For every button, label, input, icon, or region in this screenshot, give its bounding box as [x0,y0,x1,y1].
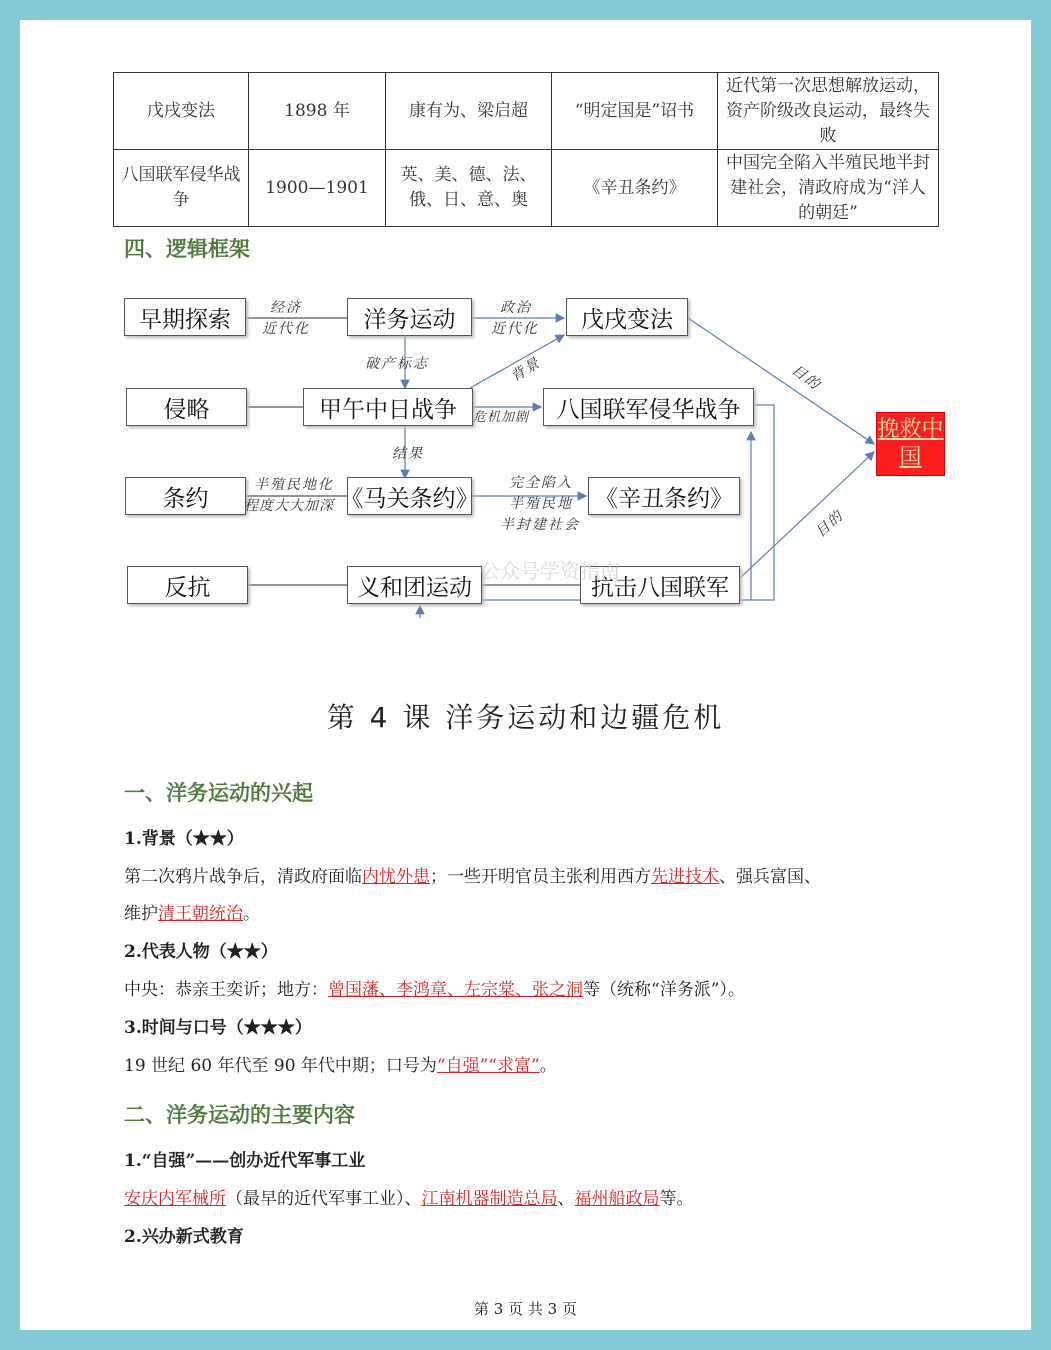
framework-heading: 四、逻辑框架 [124,237,250,261]
text-span: 、强兵富国、 [719,867,821,887]
label-semicolonial-2: 程度大大加深 [244,498,334,514]
box-eight-nation-war: 八国联军侵华战争 [543,388,754,426]
box-early-exploration: 早期探索 [124,298,246,336]
subheading-education: 2.兴办新式教育 [124,1227,244,1247]
document-page [20,20,1031,1330]
text-span: 维护 [124,904,158,924]
highlight-text: 江南机器制造总局 [421,1189,558,1209]
text-span: 第二次鸦片战争后，清政府面临 [124,867,362,887]
label-fully-into-3: 半封建社会 [500,517,580,533]
table-cell-event: 八国联军侵华战争 [114,150,249,227]
box-save-china: 挽救中国 [876,412,945,476]
box-resist-eight-nations: 抗击八国联军 [580,566,740,604]
box-invasion: 侵略 [126,388,247,426]
text-span: 等。 [659,1189,694,1209]
label-politics: 政治 [500,300,532,316]
box-jiawu-war: 甲午中日战争 [303,388,473,426]
label-bankruptcy-sign: 破产标志 [365,356,429,372]
text-span: 、 [557,1189,575,1209]
label-economy: 经济 [270,300,302,316]
page-footer: 第 3 页 共 3 页 [474,1300,577,1318]
table-cell-year: 1900—1901 [249,150,386,227]
paragraph-background-1 [124,864,821,890]
highlight-text: 内忧外患 [362,867,430,887]
highlight-text: 清王朝统治 [158,904,243,924]
text-span: 。 [539,1056,557,1076]
highlight-text: “自强”“求富” [436,1056,540,1076]
section-heading-rise: 一、洋务运动的兴起 [124,781,313,805]
lesson-title: 第 4 课 洋务运动和边疆危机 [326,701,725,734]
label-crisis-deepening: 危机加剧 [473,410,530,425]
label-modernization-econ: 近代化 [262,321,310,337]
table-cell-year: 1898 年 [249,73,386,150]
subheading-background: 1.背景（★★） [124,829,244,849]
box-treaty: 条约 [125,477,246,515]
paragraph-figures [124,977,745,1003]
label-fully-into-1: 完全陷入 [509,475,573,491]
text-span: 19 世纪 60 年代至 90 年代中期；口号为 [124,1056,437,1076]
table-cell-document: 《辛丑条约》 [552,150,718,227]
subheading-time-slogan: 3.时间与口号（★★★） [124,1018,312,1038]
label-semicolonial-1: 半殖民地化 [254,477,334,493]
subheading-self-strengthening: 1.“自强”——创办近代军事工业 [124,1151,366,1171]
label-background: 背景 [508,354,544,386]
watermark: 公众号学资指南 [480,559,620,583]
table-cell-people: 康有为、梁启超 [386,73,552,150]
table-cell-event: 戊戌变法 [114,73,249,150]
text-span: （最早的近代军事工业）、 [226,1189,422,1209]
table-cell-people: 英、美、德、法、俄、日、意、奥 [386,150,552,227]
paragraph-time-slogan [124,1053,557,1079]
section-heading-content: 二、洋务运动的主要内容 [124,1103,355,1127]
table-cell-document: “明定国是”诏书 [552,73,718,150]
box-yangwu-movement: 洋务运动 [347,298,472,336]
highlight-text: 安庆内军械所 [124,1189,226,1209]
table-cell-effect: 中国完全陷入半殖民地半封建社会，清政府成为“洋人的朝廷” [718,150,939,227]
table-cell-effect: 近代第一次思想解放运动，资产阶级改良运动，最终失败 [718,73,939,150]
highlight-text: 先进技术 [651,867,719,887]
box-wuxu-reform: 戊戌变法 [566,298,688,336]
box-resistance: 反抗 [127,566,248,604]
text-span: 。 [243,904,260,924]
box-maguan-treaty: 《马关条约》 [347,477,472,515]
label-result: 结果 [392,446,424,462]
paragraph-military-industry [124,1186,694,1212]
text-span: ；一些开明官员主张利用西方 [430,867,651,887]
highlight-text: 福州船政局 [574,1189,660,1209]
text-span: 等（统称“洋务派”）。 [583,980,745,1000]
paragraph-background-2 [124,901,260,927]
label-purpose-bottom: 目的 [812,507,848,541]
highlight-text: 曾国藩、李鸿章、左宗棠、张之洞 [328,980,583,1000]
box-xinchou-treaty: 《辛丑条约》 [588,477,740,515]
label-modernization-pol: 近代化 [491,321,539,337]
subheading-figures: 2.代表人物（★★） [124,942,278,962]
box-boxer-movement: 义和团运动 [347,566,482,604]
label-fully-into-2: 半殖民地 [509,496,573,512]
label-purpose-top: 目的 [788,362,824,394]
text-span: 中央：恭亲王奕䜣；地方： [124,980,328,1000]
